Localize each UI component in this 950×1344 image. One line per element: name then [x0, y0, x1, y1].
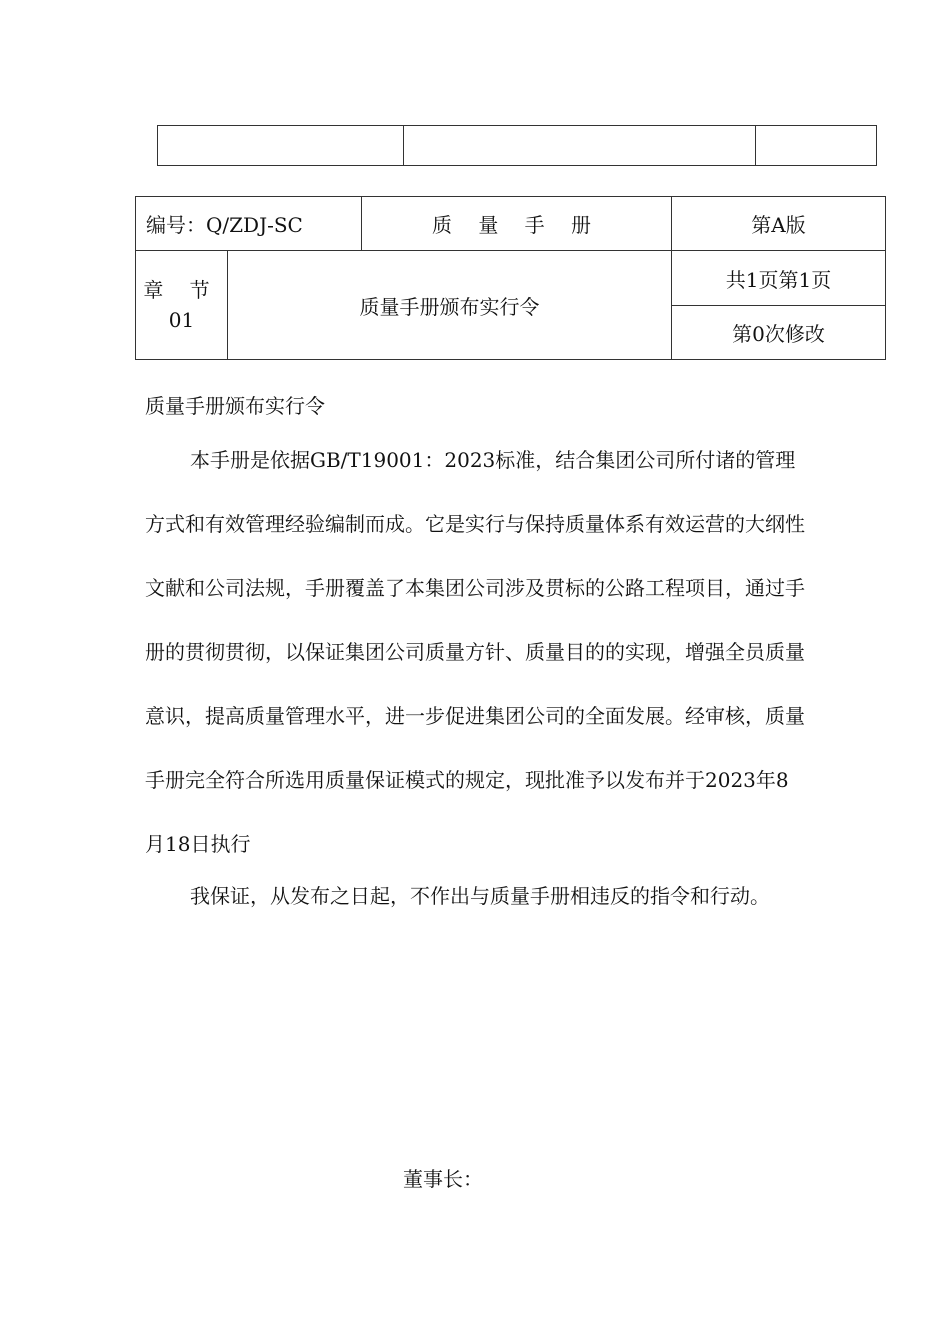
chairman-signature-label: 董事长：: [403, 1167, 483, 1191]
revision-info: 第0次修改: [672, 306, 886, 360]
manual-title: 质 量 手 册: [362, 197, 672, 251]
chapter-number: 01: [168, 308, 195, 332]
section-title: 质量手册颁布实行令: [228, 251, 672, 360]
body-paragraph-2: 我保证，从发布之日起，不作出与质量手册相违反的指令和行动。: [190, 884, 770, 908]
document-heading: 质量手册颁布实行令: [145, 394, 325, 418]
document-code: 编号：Q/ZDJ-SC: [136, 197, 362, 251]
body-paragraph-1: 本手册是依据GB/T19001：2023标准，结合集团公司所付诸的管理方式和有效管理经验编制而成。它是实行与保持质量体系有效运营的大纲性文献和公司法规，手册覆盖了本集团公司涉及贯标的公路工程项目，通过手册的贯彻贯彻，以保证集团公司质量方针、质量目的的实现，增强全员质量意识，提高质量管理水平，进一步促进集团公司的全面发展。经审核，质量手册完全符合所选用质量保证模式的规定，现批准予以发布并于2023年8月18日执行: [145, 448, 805, 856]
edition-label: 第A版: [672, 197, 886, 251]
blank-cell-right: [756, 126, 877, 166]
blank-cell-left: [158, 126, 404, 166]
page-info: 共1页第1页: [672, 251, 886, 306]
document-header-table: [135, 196, 886, 360]
blank-cell-middle: [404, 126, 756, 166]
chapter-cell: [136, 251, 228, 360]
blank-header-table: [157, 125, 877, 166]
chapter-label: 章 节: [143, 278, 220, 302]
